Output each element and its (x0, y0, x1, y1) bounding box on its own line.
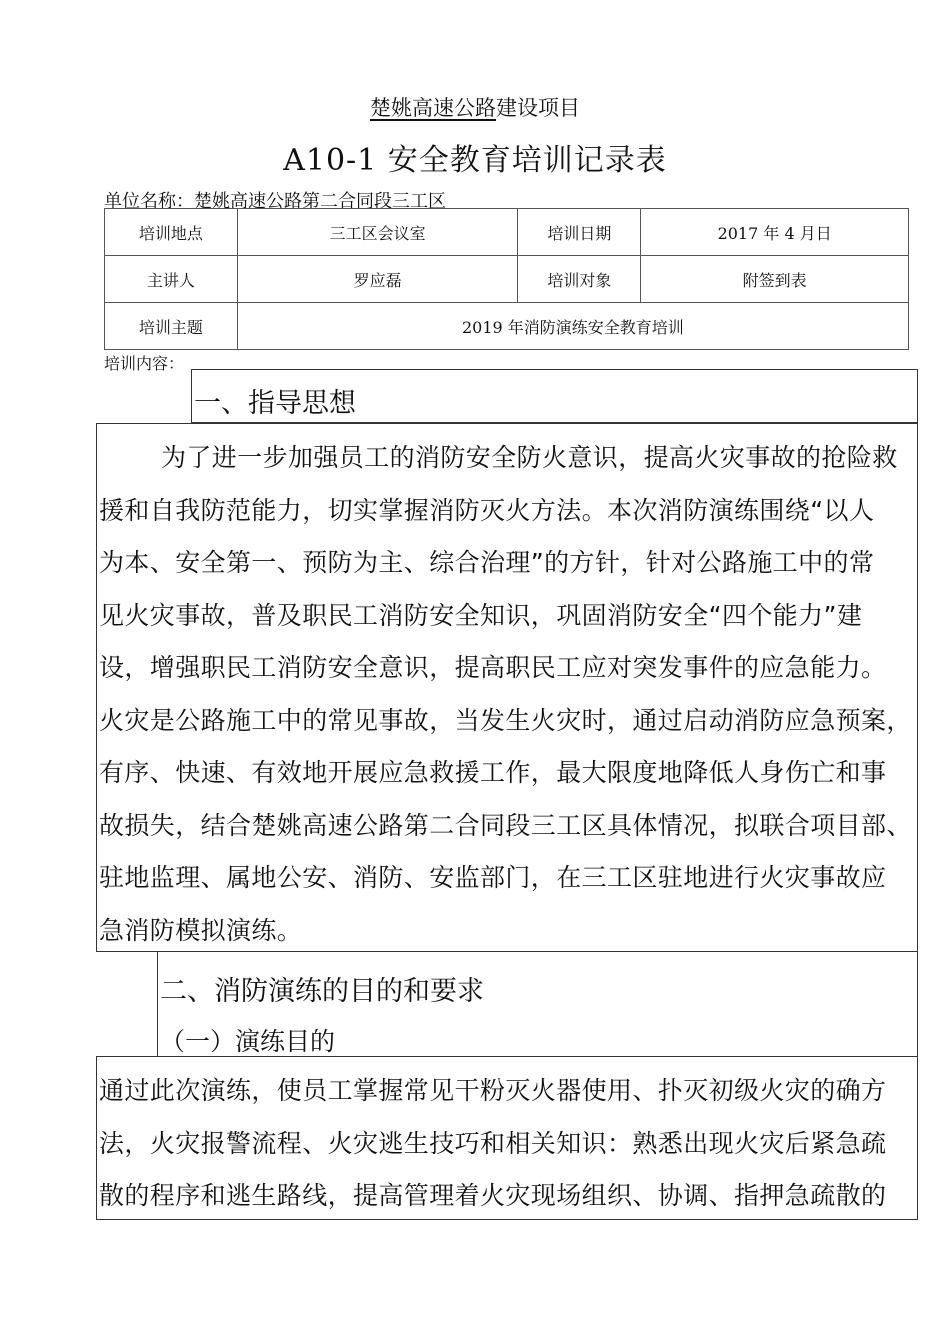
table-row (105, 209, 909, 256)
section2-subheading: （一）演练目的 (160, 1027, 336, 1056)
training-info-table (104, 208, 909, 350)
paragraph-line: 散的程序和逃生路线，提高管理着火灾现场组织、协调、指押急疏散的 (99, 1181, 887, 1210)
location-label: 培训地点 (105, 209, 238, 256)
section1-body (99, 432, 919, 957)
project-name-underlined: 楚姚高速公路 (370, 96, 496, 120)
paragraph-line: 为了进一步加强员工的消防安全防火意识，提高火灾事故的抢险救 (161, 443, 898, 472)
section1-heading-box (191, 369, 918, 423)
paragraph-line: 急消防模拟演练。 (99, 915, 303, 945)
date-value: 2017 年 4 月日 (641, 209, 909, 256)
table-row (105, 303, 909, 350)
audience-value: 附签到表 (641, 256, 909, 303)
paragraph-line: 火灾是公路施工中的常见事故，当发生火灾时，通过启动消防应急预案， (99, 705, 912, 735)
audience-label: 培训对象 (518, 256, 641, 303)
paragraph-line: 为本、安全第一、预防为主、综合治理”的方针，针对公路施工中的常 (99, 548, 875, 577)
section1-body-box (96, 423, 918, 952)
location-value: 三工区会议室 (237, 209, 518, 256)
paragraph-line: 法，火灾报警流程、火灾逃生技巧和相关知识：熟悉出现火灾后紧急疏 (99, 1128, 887, 1158)
topic-value: 2019 年消防演练安全教育培训 (237, 303, 908, 350)
form-title: A10-1 安全教育培训记录表 (283, 143, 667, 178)
section2-body (99, 1065, 919, 1223)
paragraph-line: 援和自我防范能力，切实掌握消防灭火方法。本次消防演练围绕“以人 (99, 495, 875, 525)
speaker-label: 主讲人 (105, 256, 238, 303)
section2-heading: 二、消防演练的目的和要求 (160, 976, 484, 1007)
unit-name-line: 单位名称：楚姚高速公路第二合同段三工区 (104, 191, 446, 212)
section2-heading-box (157, 951, 918, 1057)
paragraph-line: 见火灾事故，普及职民工消防安全知识，巩固消防安全“四个能力”建 (99, 600, 863, 630)
paragraph-line: 设，增强职民工消防安全意识，提高职民工应对突发事件的应急能力。 (99, 653, 887, 682)
project-name-rest: 建设项目 (496, 96, 580, 120)
section1-heading: 一、指导思想 (194, 388, 356, 419)
paragraph-line: 通过此次演练，使员工掌握常见干粉灭火器使用、扑灭初级火灾的确方 (99, 1076, 887, 1105)
paragraph-line: 故损失，结合楚姚高速公路第二合同段三工区具体情况，拟联合项目部、 (99, 810, 912, 840)
date-label: 培训日期 (518, 209, 641, 256)
project-title (0, 92, 950, 122)
topic-label: 培训主题 (105, 303, 238, 350)
content-label: 培训内容： (104, 354, 185, 373)
speaker-value: 罗应磊 (237, 256, 518, 303)
table-row (105, 256, 909, 303)
paragraph-line: 有序、快速、有效地开展应急救援工作，最大限度地降低人身伤亡和事 (99, 758, 887, 787)
section2-body-box (96, 1056, 918, 1220)
paragraph-line: 驻地监理、属地公安、消防、安监部门，在三工区驻地进行火灾事故应 (99, 863, 887, 892)
